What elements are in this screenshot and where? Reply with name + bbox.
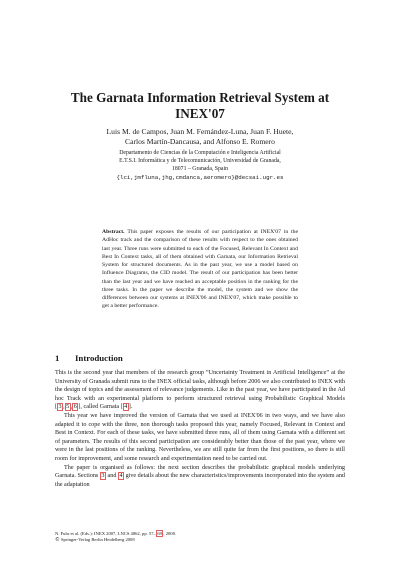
paragraph-text: The paper is organised as follows: the next section describes the probabilistic graphical models underlying Garnata. Sections — [55, 464, 345, 480]
title-line-1: The Garnata Information Retrieval System at — [70, 90, 330, 105]
footnote-text: , 2008. — [163, 531, 177, 536]
citation-separator: , — [63, 404, 65, 411]
page-end-link[interactable]: 69 — [157, 531, 162, 536]
paragraph-text: This is the second year that members of the research group “Uncertainty Treatment in Artificial Intelligence” at the University of Granada submit runs to the INEX official tasks, although before 2006 we also contributed to INEX with the design of topics and the assessment of relevance judgements. Like in the past year, we have participated in the Ad hoc Track with an experimental platform to perform structured retrieval using Probabilistic Graphical Models [ — [55, 370, 345, 411]
section-number: 1 — [55, 353, 60, 363]
paragraph-text: ], called Garnata [ — [78, 404, 123, 411]
paragraph-1 — [55, 369, 345, 412]
paragraph-2: This year we have improved the version of Garnata that we used at INEX'06 in two ways, and we have also adapted it to cope with the three, non thorough tasks proposed this year, namely Focused, Relevant in Context and Best in Context. For each of these tasks, we have submitted three runs, all of them using Garnata with a different set of parameters. The results of this second participation are considerably better than those of the past year, where we were in the last positions of the ranking. Nevertheless, we are still quite far from the first positions, so there is still room for improvement, and some research and experimentation need to be carried out. — [55, 412, 345, 462]
citation-link[interactable]: 3 — [58, 404, 62, 411]
authors-line-1: Luis M. de Campos, Juan M. Fernández-Luna, Juan F. Huete, — [106, 127, 294, 136]
citation-separator: , — [70, 404, 73, 411]
footnote-text: Springer-Verlag Berlin Heidelberg 2008 — [60, 537, 135, 543]
paragraph-text: give details about the new characteristics/improvements incorporated into the system and the adaptation — [55, 473, 346, 488]
abstract — [102, 228, 298, 311]
footnote-text: N. Fuhr et al. (Eds.): INEX 2007, LNCS 4862, pp. 57– — [55, 531, 156, 536]
paragraph-text: ]. — [128, 404, 133, 411]
affiliation — [60, 150, 340, 182]
footnote-line-2 — [55, 537, 345, 544]
citation-link[interactable]: 5 — [66, 404, 70, 411]
citation-link[interactable]: 6 — [73, 404, 77, 411]
abstract-heading: Abstract. — [102, 229, 125, 235]
affiliation-line-2: E.T.S.I. Informática y de Telecomunicación, Universidad de Granada, — [119, 157, 281, 164]
publication-footnote — [55, 531, 345, 544]
author-list — [60, 127, 340, 148]
paper-title — [60, 90, 340, 122]
section-title: Introduction — [75, 353, 123, 363]
authors-line-2: Carlos Martín-Dancausa, and Alfonso E. Romero — [125, 137, 275, 147]
copyright-icon: © — [55, 538, 60, 544]
affiliation-line-1: Departamento de Ciencias de la Computación e Inteligencia Artificial — [119, 150, 281, 156]
section-link[interactable]: 4 — [119, 473, 123, 480]
citation-link[interactable]: 4 — [124, 404, 128, 411]
affiliation-line-3: 18071 – Granada, Spain — [171, 165, 229, 172]
abstract-text: This paper exposes the results of our participation at INEX'07 in the AdHoc track and the comparison of these results with respect to the ones obtained last year. Three runs were submitted to each of the Focused, Relevant In Context and Best In Context tasks, all of them obtained with Garnata, our Information Retrieval System for structured documents. As in the past year, we use a model based on Influence Diagrams, the CID model. The result of our participation has been better than the last year and we have reached an acceptable position in the ranking for the three tasks. In the paper we describe the model, the system and we show the differences between our systems at INEX'06 and INEX'07, which make possible to get a better performance. — [102, 229, 298, 310]
author-emails: {lci,jmfluna,jhg,cmdanca,aeromero}@decsai.ugr.es — [116, 173, 284, 181]
section-heading — [55, 353, 123, 363]
section-link[interactable]: 3 — [101, 473, 105, 480]
title-line-2: INEX'07 — [175, 106, 225, 121]
paragraph-text: and — [105, 473, 118, 480]
paragraph-3 — [55, 464, 345, 490]
body-text — [55, 369, 345, 489]
